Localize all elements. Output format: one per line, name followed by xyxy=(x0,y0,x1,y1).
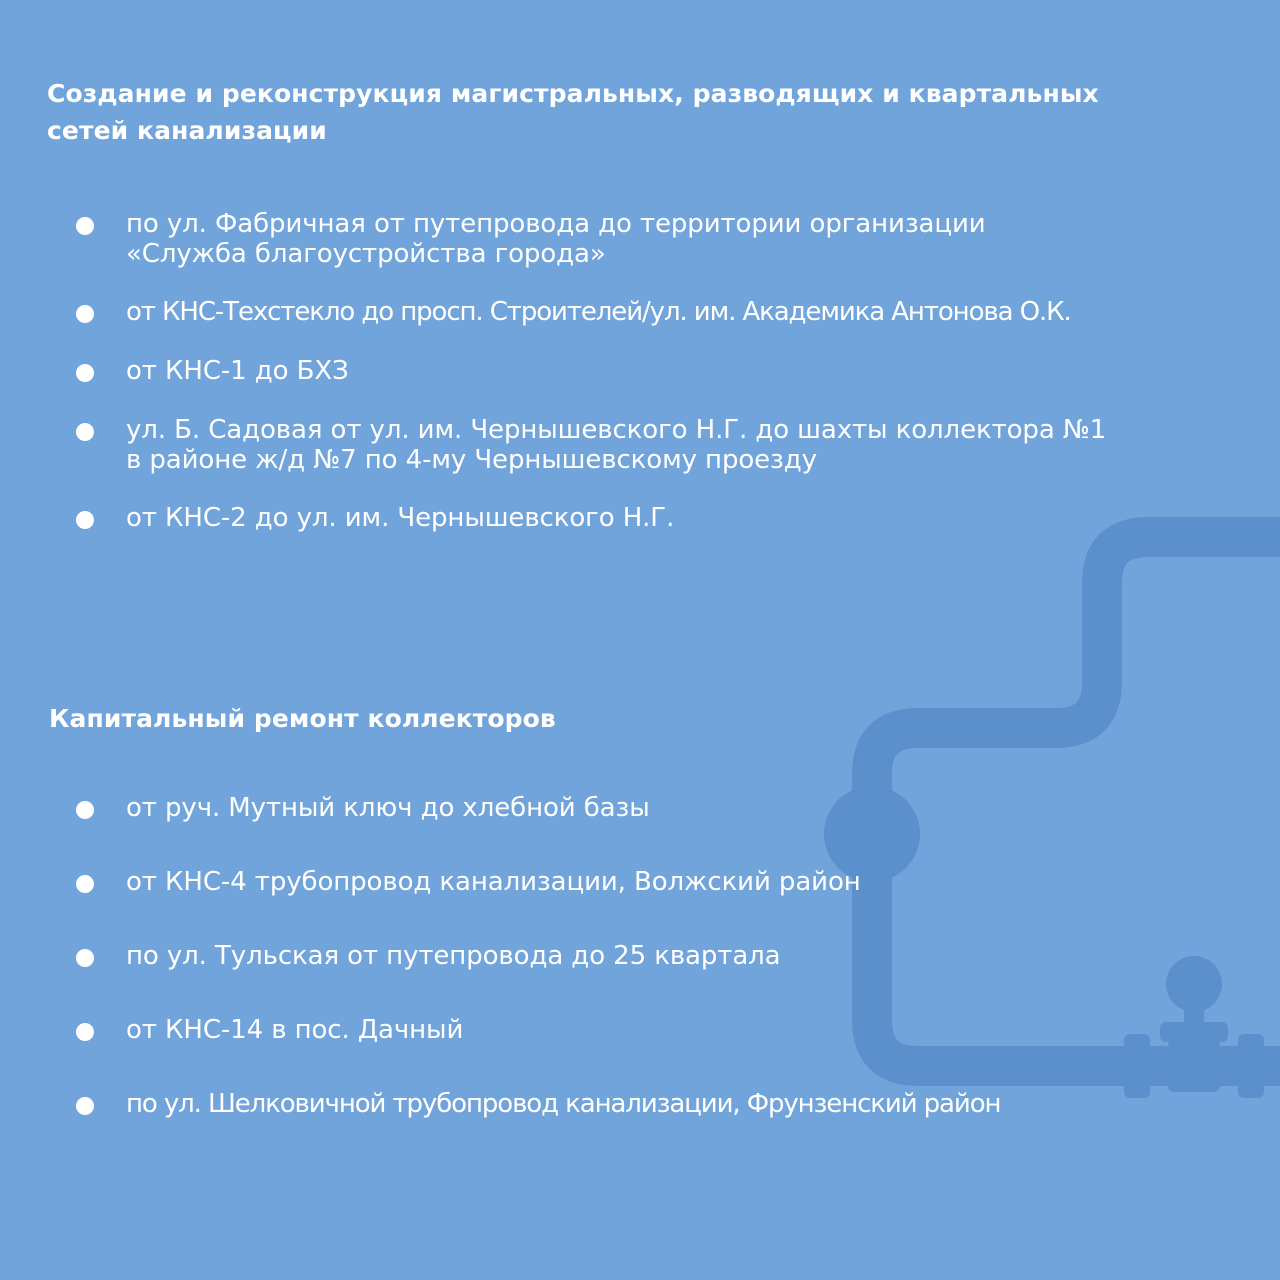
list-item-text: по ул. Тульская от путепровода до 25 квартала xyxy=(126,941,781,971)
bullet-dot-icon xyxy=(76,364,94,382)
bullet-dot-icon xyxy=(76,949,94,967)
list-item-text: от КНС-2 до ул. им. Чернышевского Н.Г. xyxy=(126,503,675,533)
bullet-dot-icon xyxy=(76,511,94,529)
section-title-line: сетей канализации xyxy=(47,116,327,145)
section-title-line: Создание и реконструкция магистральных, разводящих и квартальных xyxy=(47,79,1099,108)
list-item-text: от КНС-1 до БХЗ xyxy=(126,356,349,386)
list-item-text: от руч. Мутный ключ до хлебной базы xyxy=(126,793,650,823)
list-item-text: по ул. Шелковичной трубопровод канализации, Фрунзенский район xyxy=(126,1089,1001,1119)
bullet-dot-icon xyxy=(76,1023,94,1041)
list-item-text: от КНС-14 в пос. Дачный xyxy=(126,1015,464,1045)
bullet-dot-icon xyxy=(76,1097,94,1115)
bullet-dot-icon xyxy=(76,423,94,441)
section-title xyxy=(47,75,1099,149)
section-title-line: Капитальный ремонт коллекторов xyxy=(49,704,556,733)
bullet-dot-icon xyxy=(76,305,94,323)
section-title xyxy=(49,700,556,737)
bullet-dot-icon xyxy=(76,875,94,893)
list-item-text: от КНС-4 трубопровод канализации, Волжский район xyxy=(126,867,861,897)
bullet-dot-icon xyxy=(76,801,94,819)
list-item-text: ул. Б. Садовая от ул. им. Чернышевского Н.Г. до шахты коллектора №1 в районе ж/д №7 по 4-му Чернышевскому проезду xyxy=(126,415,1107,475)
list-item-text: от КНС-Техстекло до просп. Строителей/ул. им. Академика Антонова О.К. xyxy=(126,297,1071,327)
list-item-text: по ул. Фабричная от путепровода до территории организации «Служба благоустройства города» xyxy=(126,209,986,269)
bullet-dot-icon xyxy=(76,217,94,235)
